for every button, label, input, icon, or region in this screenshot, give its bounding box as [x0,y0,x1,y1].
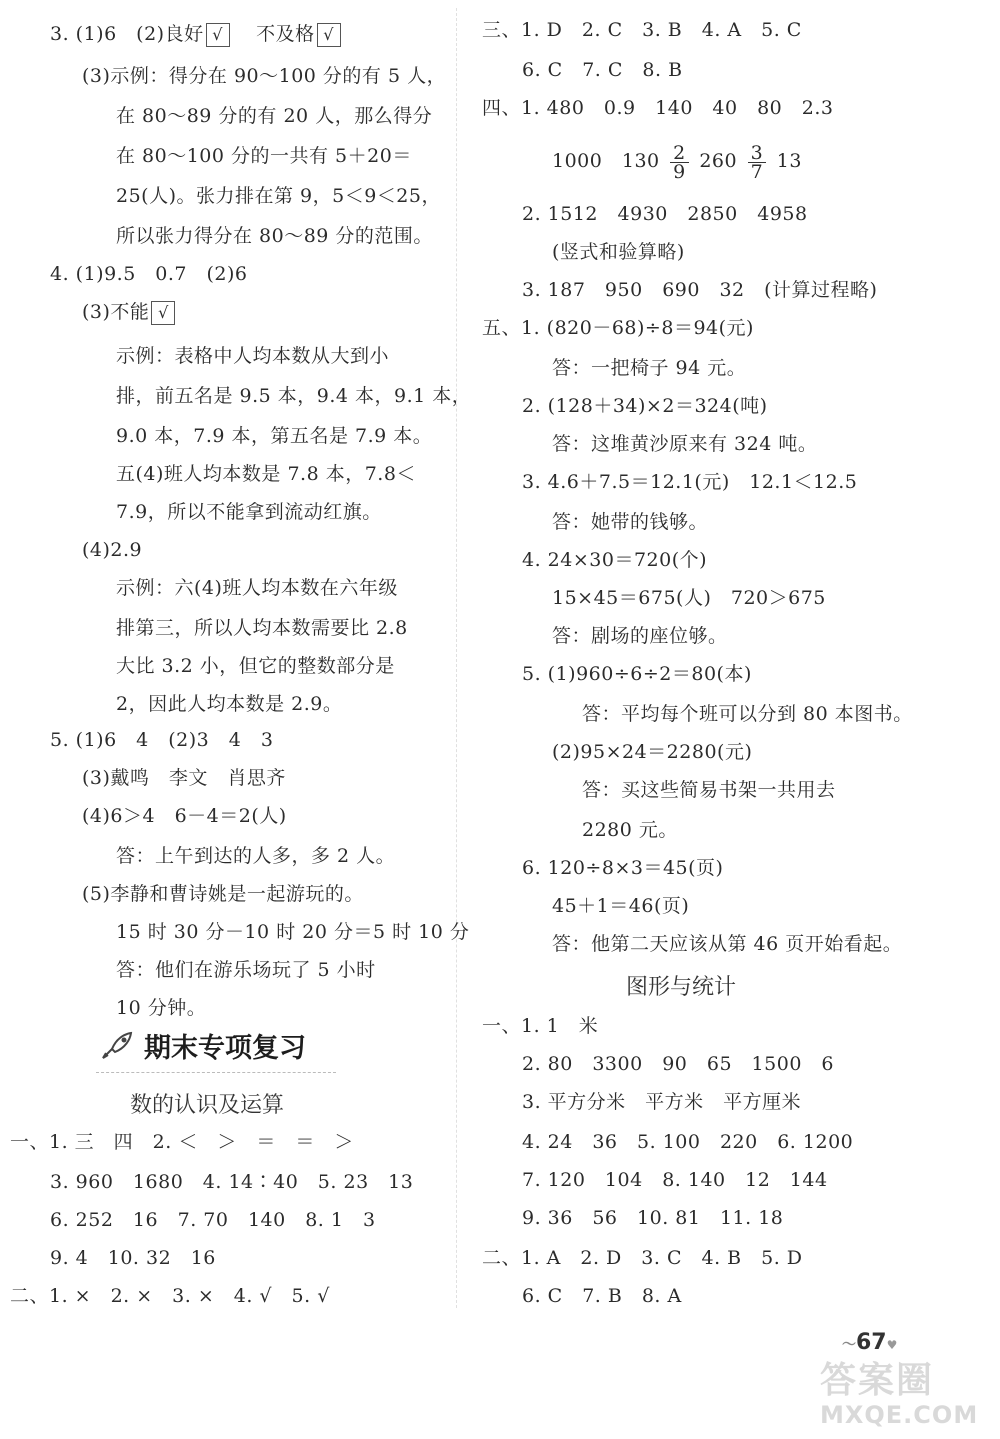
answer-line: 四、1. 480 0.9 140 40 80 2.3 [482,97,834,119]
answer-line: 3. 平方分米 平方米 平方厘米 [522,1091,802,1113]
section-title-numbers: 数的认识及运算 [130,1093,285,1118]
denominator: 7 [750,160,764,183]
fraction [670,141,689,183]
answer-line: 大比 3.2 小，但它的整数部分是 [116,655,395,677]
answer-line: 45＋1＝46(页) [552,895,690,917]
answer-line: 9. 36 56 10. 81 11. 18 [522,1207,784,1229]
numerator: 2 [670,144,689,163]
watermark-text: 答案圈 [820,1360,935,1401]
answer-line: 答：剧场的座位够。 [552,625,728,647]
section-title-geometry: 图形与统计 [626,975,737,1000]
denominator: 9 [673,160,686,183]
answer-line: 7. 120 104 8. 140 12 144 [522,1169,828,1191]
answer-line: 答：买这些简易书架一共用去 [582,779,836,801]
answer-line: 25(人)。张力排在第 9，5＜9＜25， [116,185,441,207]
fraction-line [552,138,802,184]
banner-underline [96,1072,336,1073]
answer-line: 9.0 本，7.9 本，第五名是 7.9 本。 [116,425,433,447]
answer-line: 一、1. 1 米 [482,1015,599,1037]
answer-line [50,22,343,47]
answer-line: 3. 187 950 690 32 (计算过程略) [522,279,878,301]
line-text: (3)不能 [82,301,150,323]
answer-line: (竖式和验算略) [552,241,685,263]
heart-icon: ♥ [886,1338,898,1352]
column-divider [456,8,457,1308]
line-text: 3. (1)6 (2)良好 [50,23,204,45]
answer-line: 三、1. D 2. C 3. B 4. A 5. C [482,19,802,41]
answer-line: 一、1. 三 四 2. ＜ ＞ ＝ ＝ ＞ [10,1131,354,1153]
answer-line: 答：他第二天应该从第 46 页开始看起。 [552,933,903,955]
answer-line: 2. 80 3300 90 65 1500 6 [522,1053,834,1075]
answer-line: 4. 24×30＝720(个) [522,549,708,571]
answer-line: 7.9，所以不能拿到流动红旗。 [116,501,382,523]
fraction [748,141,767,183]
answer-line: 在 80～100 分的一共有 5＋20＝ [116,145,412,167]
line-text: 1000 130 [552,150,660,172]
answer-line: 二、1. × 2. × 3. × 4. √ 5. √ [10,1285,330,1307]
page-number-text: 67 [856,1330,887,1355]
answer-line: 排第三，所以人均本数需要比 2.8 [116,617,408,639]
answer-line: 2. 1512 4930 2850 4958 [522,203,808,225]
answer-line: (4)6＞4 6－4＝2(人) [82,805,287,827]
answer-line: 15×45＝675(人) 720＞675 [552,587,826,609]
answer-line: 答：他们在游乐场玩了 5 小时 [116,959,376,981]
answer-line: 3. 4.6＋7.5＝12.1(元) 12.1＜12.5 [522,471,858,493]
answer-line: 5. (1)960÷6÷2＝80(本) [522,663,752,685]
watermark-url: MXQE.COM [820,1401,979,1429]
answer-line: 示例：六(4)班人均本数在六年级 [116,577,398,599]
check-box: √ [151,301,175,325]
answer-line: 4. (1)9.5 0.7 (2)6 [50,263,248,285]
answer-line: 6. C 7. C 8. B [522,59,683,81]
answer-line: 答：上午到达的人多，多 2 人。 [116,845,396,867]
answer-line: (4)2.9 [82,539,143,561]
answer-line: (3)戴鸣 李文 肖思齐 [82,767,286,789]
answer-line: 二、1. A 2. D 3. C 4. B 5. D [482,1247,803,1269]
answer-line: 所以张力得分在 80～89 分的范围。 [116,225,433,247]
answer-line: (5)李静和曹诗姚是一起游玩的。 [82,883,364,905]
answer-line: 2，因此人均本数是 2.9。 [116,693,343,715]
answer-line: 示例：表格中人均本数从大到小 [116,345,390,367]
answer-line: 5. (1)6 4 (2)3 4 3 [50,729,274,751]
answer-line: 2. (128＋34)×2＝324(吨) [522,395,768,417]
answer-line: 排，前五名是 9.5 本，9.4 本，9.1 本， [116,385,472,407]
answer-line: 答：平均每个班可以分到 80 本图书。 [582,703,913,725]
answer-line: 6. 120÷8×3＝45(页) [522,857,724,879]
answer-line: 五(4)班人均本数是 7.8 本，7.8＜ [116,463,416,485]
answer-line: 在 80～89 分的有 20 人，那么得分 [116,105,433,127]
answer-line: 4. 24 36 5. 100 220 6. 1200 [522,1131,854,1153]
line-text: 不及格 [256,23,315,45]
leaf-icon: 〜 [842,1337,856,1353]
section-banner [100,1026,306,1070]
rocket-icon [100,1031,134,1068]
banner-title: 期末专项复习 [144,1033,306,1064]
watermark [820,1352,990,1432]
answer-line: 答：她带的钱够。 [552,511,709,533]
numerator: 3 [748,144,767,163]
answer-line: (3)示例：得分在 90～100 分的有 5 人， [82,65,447,87]
check-box: √ [317,23,341,47]
answer-line: 9. 4 10. 32 16 [50,1247,216,1269]
line-text: 13 [776,150,802,172]
answer-line: 10 分钟。 [116,997,207,1019]
answer-line: (2)95×24＝2280(元) [552,741,753,763]
answer-line: 3. 960 1680 4. 14∶40 5. 23 13 [50,1171,414,1193]
answer-line: 答：一把椅子 94 元。 [552,357,747,379]
answer-line: 6. 252 16 7. 70 140 8. 1 3 [50,1209,376,1231]
answer-line: 6. C 7. B 8. A [522,1285,682,1307]
line-text: 260 [699,150,738,172]
answer-line: 2280 元。 [582,819,678,841]
answer-line: 答：这堆黄沙原来有 324 吨。 [552,433,818,455]
check-box: √ [206,23,230,47]
answer-line [82,300,177,325]
answer-line: 五、1. (820－68)÷8＝94(元) [482,317,754,339]
answer-line: 15 时 30 分－10 时 20 分＝5 时 10 分 [116,921,470,943]
